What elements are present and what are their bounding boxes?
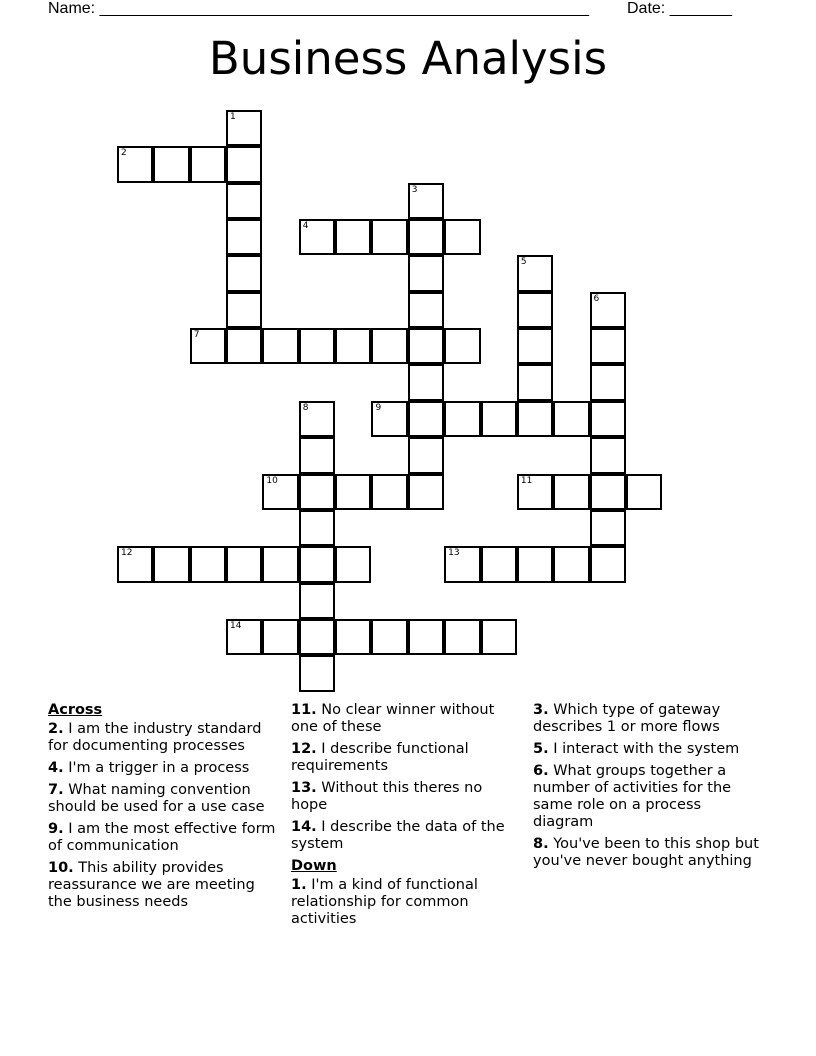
grid-cell[interactable] xyxy=(408,619,444,655)
grid-cell[interactable] xyxy=(190,546,226,582)
grid-cell[interactable] xyxy=(153,146,189,182)
grid-cell[interactable] xyxy=(226,292,262,328)
cell-number: 12 xyxy=(121,548,133,559)
grid-cell[interactable] xyxy=(299,655,335,691)
grid-cell[interactable] xyxy=(299,583,335,619)
grid-cell[interactable] xyxy=(226,110,262,146)
grid-cell[interactable] xyxy=(299,219,335,255)
grid-cell[interactable] xyxy=(590,292,626,328)
grid-cell[interactable] xyxy=(553,401,589,437)
name-field xyxy=(48,0,589,18)
down-clue-1: 1. I'm a kind of functional relationship for common activities xyxy=(291,877,478,927)
grid-cell[interactable] xyxy=(517,328,553,364)
cell-number: 6 xyxy=(593,293,600,304)
page-title: Business Analysis xyxy=(208,32,608,85)
grid-cell[interactable] xyxy=(517,401,553,437)
grid-cell[interactable] xyxy=(299,328,335,364)
cell-number: 1 xyxy=(230,112,236,122)
date-label: Date: xyxy=(627,0,666,17)
grid-cell[interactable] xyxy=(590,510,626,546)
grid-cell[interactable] xyxy=(626,474,662,510)
grid-cell[interactable] xyxy=(299,619,335,655)
grid-cell[interactable] xyxy=(553,474,589,510)
name-line: _______________________________________________________ xyxy=(99,0,589,17)
grid-cell[interactable] xyxy=(226,328,262,364)
grid-cell[interactable] xyxy=(226,183,262,219)
grid-cell[interactable] xyxy=(335,546,371,582)
cell-number: 11 xyxy=(520,475,533,486)
grid-cell[interactable] xyxy=(408,328,444,364)
cell-number: 8 xyxy=(302,402,309,413)
grid-cell[interactable] xyxy=(444,546,480,582)
grid-cell[interactable] xyxy=(299,401,335,437)
grid-cell[interactable] xyxy=(408,183,444,219)
grid-cell[interactable] xyxy=(299,474,335,510)
grid-cell[interactable] xyxy=(117,546,153,582)
grid-cell[interactable] xyxy=(335,619,371,655)
grid-cell[interactable] xyxy=(590,364,626,400)
grid-cell[interactable] xyxy=(590,401,626,437)
grid-cell[interactable] xyxy=(371,219,407,255)
cell-number: 7 xyxy=(193,330,200,341)
grid-cell[interactable] xyxy=(444,328,480,364)
date-field xyxy=(627,0,732,18)
cell-number: 13 xyxy=(448,548,460,559)
grid-cell[interactable] xyxy=(226,146,262,182)
grid-cell[interactable] xyxy=(590,328,626,364)
date-line: _______ xyxy=(669,0,732,17)
grid-cell[interactable] xyxy=(262,328,298,364)
grid-cell[interactable] xyxy=(408,364,444,400)
down-clue-8: 8. You've been to this shop but you've never bought anything xyxy=(533,836,759,869)
grid-cell[interactable] xyxy=(262,619,298,655)
grid-cell[interactable] xyxy=(517,546,553,582)
grid-cell[interactable] xyxy=(408,401,444,437)
grid-cell[interactable] xyxy=(299,437,335,473)
cell-number: 10 xyxy=(266,475,278,486)
grid-cell[interactable] xyxy=(371,474,407,510)
grid-cell[interactable] xyxy=(481,619,517,655)
grid-cell[interactable] xyxy=(444,401,480,437)
cell-number: 3 xyxy=(411,184,418,195)
across-clue-13: 13. Without this theres no hope xyxy=(291,780,483,813)
grid-cell[interactable] xyxy=(408,474,444,510)
grid-cell[interactable] xyxy=(226,255,262,291)
grid-cell[interactable] xyxy=(590,546,626,582)
grid-cell[interactable] xyxy=(226,219,262,255)
grid-cell[interactable] xyxy=(335,328,371,364)
grid-cell[interactable] xyxy=(408,437,444,473)
grid-cell[interactable] xyxy=(590,474,626,510)
grid-cell[interactable] xyxy=(517,255,553,291)
down-clue-6: 6. What groups together a number of activities for the same role on a process diagram xyxy=(533,763,732,830)
down-clue-3: 3. Which type of gateway describes 1 or more flows xyxy=(533,702,721,735)
grid-cell[interactable] xyxy=(226,619,262,655)
across-heading: Across xyxy=(48,702,103,718)
across-clue-12: 12. I describe functional requirements xyxy=(291,741,469,774)
across-clue-9: 9. I am the most effective form of communication xyxy=(48,821,276,854)
grid-cell[interactable] xyxy=(190,328,226,364)
grid-cell[interactable] xyxy=(444,219,480,255)
grid-cell[interactable] xyxy=(371,619,407,655)
cell-number: 2 xyxy=(121,148,127,159)
down-clue-5: 5. I interact with the system xyxy=(533,741,740,757)
grid-cell[interactable] xyxy=(262,546,298,582)
cell-number: 4 xyxy=(302,221,309,232)
across-clue-11: 11. No clear winner without one of these xyxy=(291,702,495,735)
grid-cell[interactable] xyxy=(408,292,444,328)
grid-cell[interactable] xyxy=(371,401,407,437)
grid-cell[interactable] xyxy=(335,474,371,510)
grid-cell[interactable] xyxy=(117,146,153,182)
clue-column-3 xyxy=(533,702,765,875)
down-heading: Down xyxy=(291,858,337,874)
cell-number: 9 xyxy=(375,402,382,413)
across-clue-14: 14. I describe the data of the system xyxy=(291,819,505,852)
grid-cell[interactable] xyxy=(517,292,553,328)
cell-number: 14 xyxy=(230,620,242,631)
grid-cell[interactable] xyxy=(481,546,517,582)
grid-cell[interactable] xyxy=(153,546,189,582)
grid-cell[interactable] xyxy=(408,219,444,255)
grid-cell[interactable] xyxy=(335,219,371,255)
clue-column-1 xyxy=(48,702,280,916)
grid-cell[interactable] xyxy=(590,437,626,473)
grid-cell[interactable] xyxy=(408,255,444,291)
grid-cell[interactable] xyxy=(481,401,517,437)
across-clue-4: 4. I'm a trigger in a process xyxy=(48,760,250,776)
grid-cell[interactable] xyxy=(371,328,407,364)
grid-cell[interactable] xyxy=(444,619,480,655)
cell-number: 5 xyxy=(520,257,527,268)
across-clue-7: 7. What naming convention should be used for a use case xyxy=(48,782,265,815)
name-label: Name: xyxy=(48,0,96,17)
grid-cell[interactable] xyxy=(299,510,335,546)
grid-cell[interactable] xyxy=(553,546,589,582)
grid-cell[interactable] xyxy=(517,364,553,400)
grid-cell[interactable] xyxy=(299,546,335,582)
clue-column-2 xyxy=(291,702,523,933)
grid-cell[interactable] xyxy=(262,474,298,510)
grid-cell[interactable] xyxy=(517,474,553,510)
across-clue-2: 2. I am the industry standard for documenting processes xyxy=(48,721,262,754)
grid-cell[interactable] xyxy=(226,546,262,582)
grid-cell[interactable] xyxy=(190,146,226,182)
across-clue-10: 10. This ability provides reassurance we are meeting the business needs xyxy=(48,860,255,910)
